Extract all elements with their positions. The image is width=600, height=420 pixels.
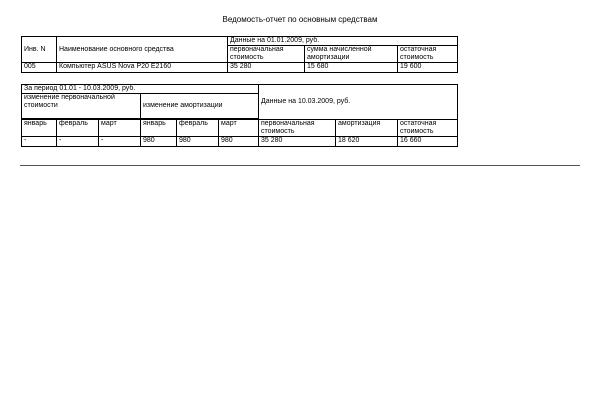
amortization-change-header: изменение амортизации: [141, 94, 259, 119]
inv-number-header: Инв. N: [22, 37, 57, 63]
initial-cost-change-header: изменение первоначальной стоимости: [22, 94, 141, 119]
closing-residual-cost-cell: 16 660: [398, 137, 458, 147]
period-changes-table: [21, 84, 458, 147]
initial-change-january-cell: -: [22, 137, 57, 147]
month-header-march: март: [99, 120, 141, 137]
initial-cost-header: первоначальная стоимость: [228, 46, 305, 63]
page-divider: [20, 165, 580, 166]
accrued-amortization-cell: 15 680: [305, 63, 398, 73]
closing-residual-cost-header: остаточная стоимость: [398, 120, 458, 137]
opening-date-header: Данные на 01.01.2009, руб.: [228, 37, 458, 46]
month-header-february: февраль: [177, 120, 219, 137]
opening-balance-table: [21, 36, 458, 73]
amort-change-january-cell: 980: [141, 137, 177, 147]
period-header: За период 01.01 - 10.03.2009, руб.: [22, 85, 259, 94]
closing-amortization-cell: 18 620: [336, 137, 398, 147]
accrued-amortization-header: сумма начисленной амортизации: [305, 46, 398, 63]
closing-date-header: Данные на 10.03.2009, руб.: [259, 85, 458, 120]
asset-name-header: Наименование основного средства: [57, 37, 228, 63]
table-row: [22, 63, 458, 73]
month-header-march: март: [219, 120, 259, 137]
amort-change-february-cell: 980: [177, 137, 219, 147]
month-header-february: февраль: [57, 120, 99, 137]
residual-cost-cell: 19 600: [398, 63, 458, 73]
table-row: [22, 137, 458, 147]
closing-amortization-header: амортизация: [336, 120, 398, 137]
month-header-january: январь: [141, 120, 177, 137]
residual-cost-header: остаточная стоимость: [398, 46, 458, 63]
initial-change-march-cell: -: [99, 137, 141, 147]
inv-number-cell: 005: [22, 63, 57, 73]
closing-initial-cost-cell: 35 280: [259, 137, 336, 147]
asset-name-cell: Компьютер ASUS Nova P20 E2160: [57, 63, 228, 73]
closing-initial-cost-header: первоначальная стоимость: [259, 120, 336, 137]
month-header-january: январь: [22, 120, 57, 137]
initial-change-february-cell: -: [57, 137, 99, 147]
page-title: Ведомость-отчет по основным средствам: [222, 15, 378, 24]
amort-change-march-cell: 980: [219, 137, 259, 147]
initial-cost-cell: 35 280: [228, 63, 305, 73]
